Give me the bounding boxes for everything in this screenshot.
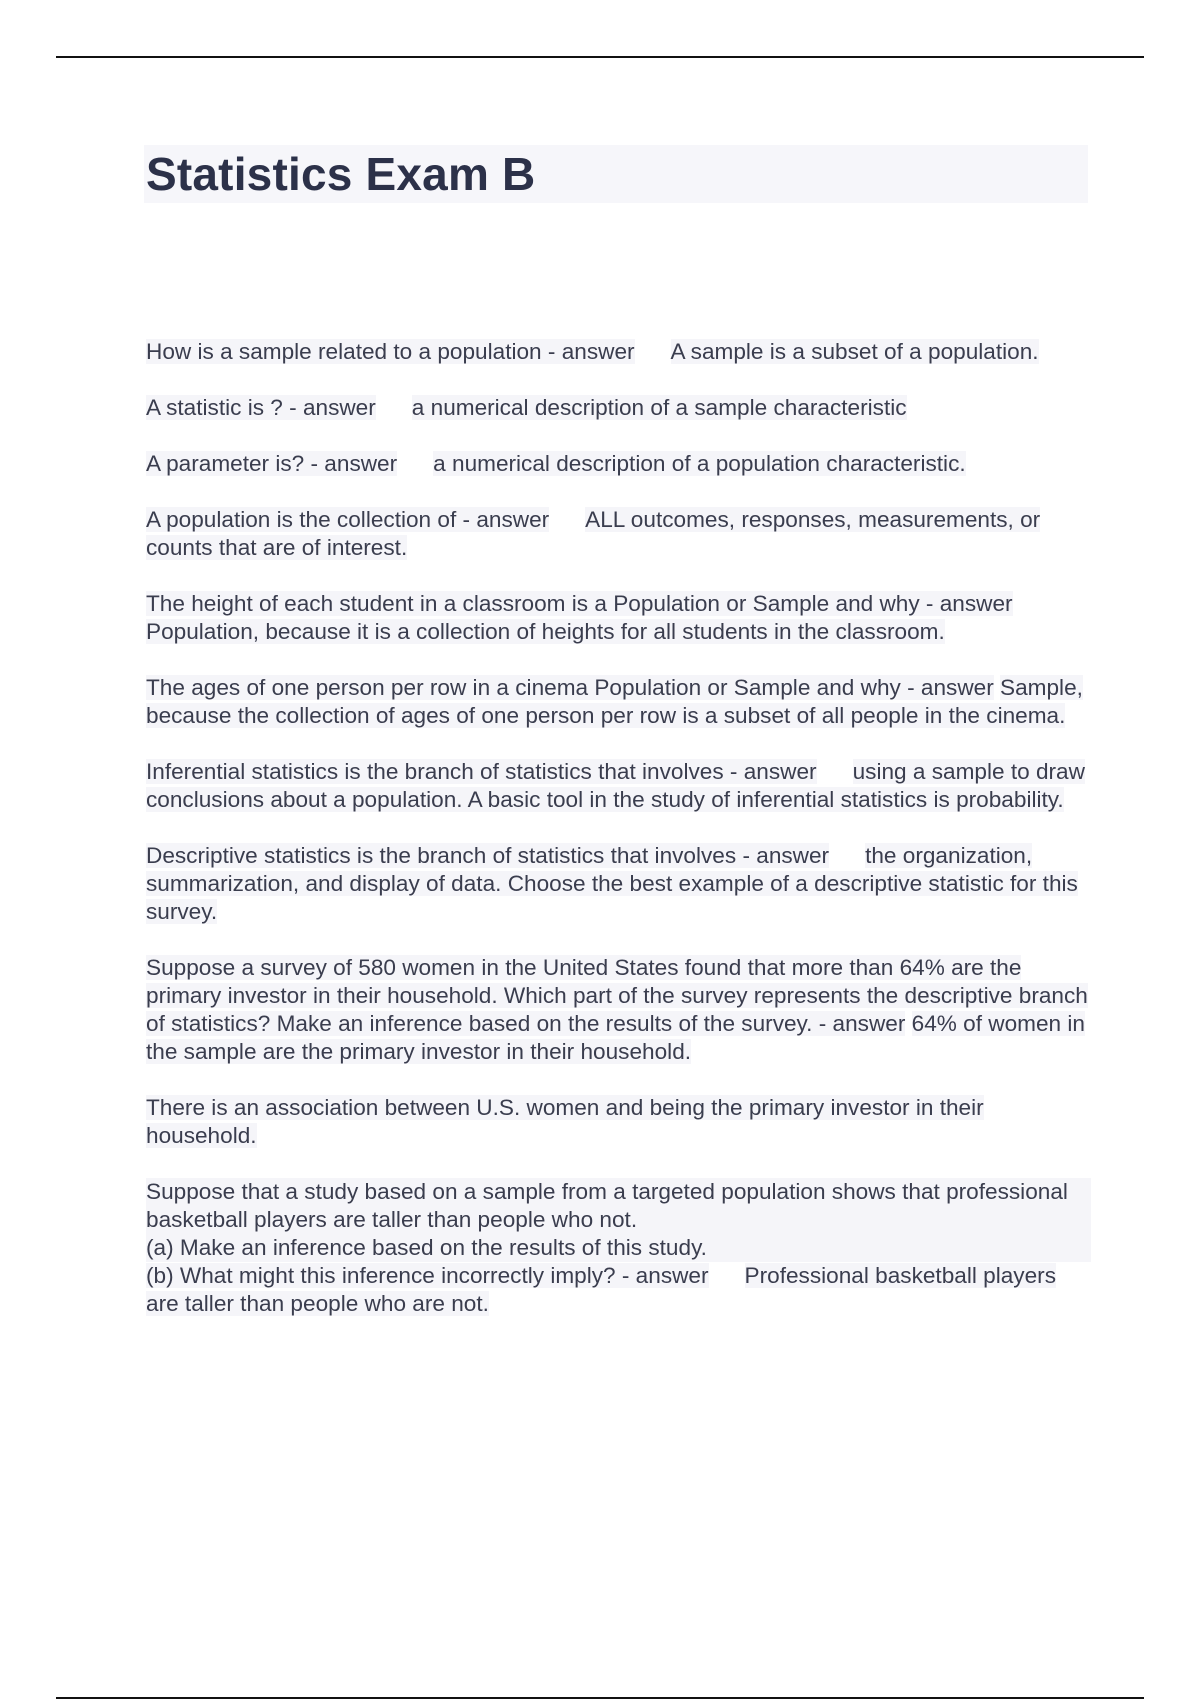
answer-text: Sample, because the collection of ages of one person per row is a subset of all people in the cinema. bbox=[146, 675, 1083, 728]
question-text: Inferential statistics is the branch of statistics that involves - answer bbox=[146, 759, 817, 784]
answer-text: A sample is a subset of a population. bbox=[670, 339, 1039, 364]
qa-item bbox=[146, 394, 1091, 422]
answer-text: Professional basketball players are taller than people who are not. bbox=[146, 1263, 1056, 1316]
question-text: How is a sample related to a population - answer bbox=[146, 339, 635, 364]
answer-text: ALL outcomes, responses, measurements, or counts that are of interest. bbox=[146, 507, 1041, 560]
question-text: A parameter is? - answer bbox=[146, 451, 398, 476]
qa-item bbox=[146, 842, 1091, 926]
question-text: A population is the collection of - answer bbox=[146, 507, 550, 532]
bottom-rule bbox=[56, 1697, 1144, 1699]
top-rule bbox=[56, 56, 1144, 58]
page-title: Statistics Exam B bbox=[146, 148, 536, 200]
question-line: (b) What might this inference incorrectly imply? - answer bbox=[146, 1263, 709, 1288]
question-line: Suppose that a study based on a sample from a targeted population shows that professional basketball players are taller than people who not. bbox=[146, 1178, 1091, 1234]
question-text: The ages of one person per row in a cinema Population or Sample and why - answer bbox=[146, 675, 994, 700]
question-text: A statistic is ? - answer bbox=[146, 395, 376, 420]
question-text: The height of each student in a classroom is a Population or Sample and why - answer bbox=[146, 591, 1013, 616]
answer-text: a numerical description of a population characteristic. bbox=[433, 451, 966, 476]
qa-item-last bbox=[146, 1178, 1091, 1318]
answer-text: using a sample to draw conclusions about a population. A basic tool in the study of inferential statistics is probability. bbox=[146, 759, 1085, 812]
qa-item bbox=[146, 758, 1091, 814]
answer-text: There is an association between U.S. women and being the primary investor in their household. bbox=[146, 1095, 984, 1148]
question-text: Descriptive statistics is the branch of statistics that involves - answer bbox=[146, 843, 830, 868]
answer-text: 64% of women in the sample are the primary investor in their household. bbox=[146, 1011, 1085, 1064]
qa-item bbox=[146, 1094, 1091, 1150]
answer-text: the organization, summarization, and display of data. Choose the best example of a descriptive statistic for this survey. bbox=[146, 843, 1078, 924]
question-line: (a) Make an inference based on the results of this study. bbox=[146, 1234, 1091, 1262]
answer-text: Population, because it is a collection of heights for all students in the classroom. bbox=[146, 619, 945, 644]
qa-item bbox=[146, 506, 1091, 562]
qa-item bbox=[146, 450, 1091, 478]
qa-item bbox=[146, 674, 1091, 730]
question-text: Suppose a survey of 580 women in the United States found that more than 64% are the primary investor in their household. Which part of the survey represents the descriptive branch of statistics? Make an inference based on the results of the survey. - answer bbox=[146, 955, 1088, 1036]
qa-item bbox=[146, 338, 1091, 366]
document-body bbox=[146, 338, 1091, 1346]
answer-text: a numerical description of a sample characteristic bbox=[411, 395, 907, 420]
qa-item bbox=[146, 590, 1091, 646]
qa-item bbox=[146, 954, 1091, 1066]
